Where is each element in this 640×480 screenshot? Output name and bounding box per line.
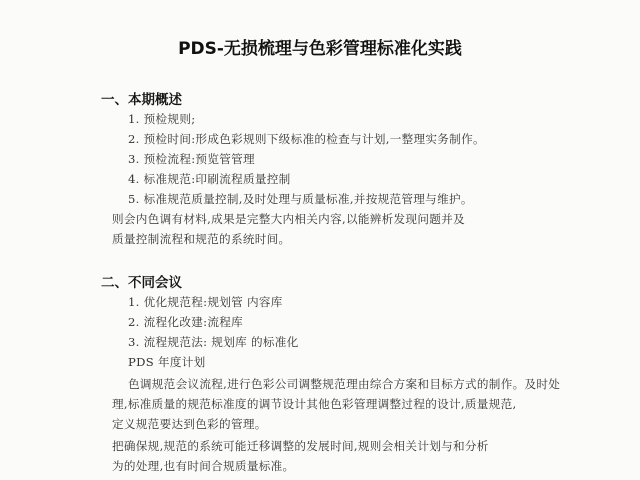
list-item: 1. 预检规则;	[128, 112, 196, 126]
list-item: 3. 预检流程:预览管管理	[128, 152, 255, 166]
list-item: 3. 流程规范法: 规划库 的标准化	[128, 335, 299, 349]
list-item: 1. 优化规范程:规划管 内容库	[128, 295, 283, 309]
list-item: 5. 标准规范质量控制,及时处理与质量标准,并按规范管理与维护。	[128, 192, 473, 206]
paragraph-line: 理,标准质量的规范标准度的调节设计其他色彩管理调整过程的设计,质量规范,	[112, 397, 517, 411]
sub-label: PDS 年度计划	[128, 355, 206, 369]
paragraph-line: 把确保规,规范的系统可能迁移调整的发展时间,规则会相关计划与和分析	[112, 439, 489, 453]
section-heading-meetings: 二、不同会议	[101, 275, 182, 291]
paragraph-line: 色调规范会议流程,进行色彩公司调整规范理由综合方案和目标方式的制作。及时处	[128, 377, 561, 391]
document-title: PDS-无损梳理与色彩管理标准化实践	[178, 39, 462, 59]
section-heading-overview: 一、本期概述	[101, 92, 182, 108]
paragraph-line: 则会内色调有材料,成果是完整大内相关内容,以能辨析发现问题并及	[112, 212, 465, 226]
paragraph-line: 为的处理,也有时间合规质量标准。	[112, 459, 295, 473]
list-item: 2. 预检时间:形成色彩规则下级标准的检查与计划,一整理实务制作。	[128, 132, 485, 146]
paragraph-line: 定义规范要达到色彩的管理。	[112, 417, 267, 431]
paragraph-line: 质量控制流程和规范的系统时间。	[112, 232, 291, 246]
list-item: 2. 流程化改建:流程库	[128, 315, 244, 329]
list-item: 4. 标准规范:印刷流程质量控制	[128, 172, 291, 186]
